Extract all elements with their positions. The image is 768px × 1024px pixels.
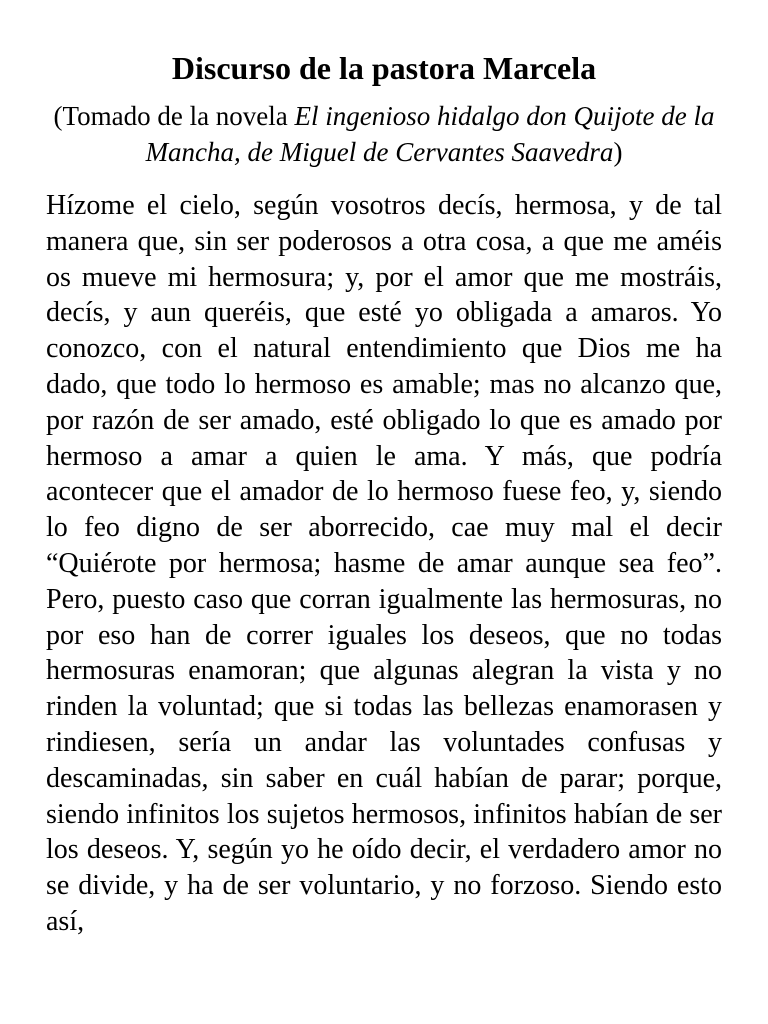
body-paragraph: Hízome el cielo, según vosotros decís, hermosa, y de tal manera que, sin ser poderosos a otra cosa, a que me améis os mueve mi hermosura; y, por el amor que me mostráis, decís, y aun queréis, que esté yo obligada a amaros. Yo conozco, con el natural entendimiento que Dios me ha dado, que todo lo hermoso es amable; mas no alcanzo que, por razón de ser amado, esté obligado lo que es amado por hermoso a amar a quien le ama. Y más, que podría acontecer que el amador de lo hermoso fuese feo, y, siendo lo feo digno de ser aborrecido, cae muy mal el decir “Quiérote por hermosa; hasme de amar aunque sea feo”. Pero, puesto caso que corran igualmente las hermosuras, no por eso han de correr iguales los deseos, que no todas hermosuras enamoran; que algunas alegran la vista y no rinden la voluntad; que si todas las bellezas enamorasen y rindiesen, sería un andar las voluntades confusas y descaminadas, sin saber en cuál habían de parar; porque, siendo infinitos los sujetos hermosos, infinitos habían de ser los deseos. Y, según yo he oído decir, el verdadero amor no se divide, y ha de ser voluntario, y no forzoso. Siendo esto así, <box>46 190 722 937</box>
subtitle-suffix: ) <box>613 137 623 167</box>
subtitle-work-title: El ingenioso hidalgo don Quijote de la Mancha, de Miguel de Cervantes Saavedra <box>145 101 715 167</box>
document-title: Discurso de la pastora Marcela <box>171 50 597 86</box>
document-subtitle <box>46 98 722 170</box>
subtitle-prefix: (Tomado de la novela <box>53 101 295 131</box>
